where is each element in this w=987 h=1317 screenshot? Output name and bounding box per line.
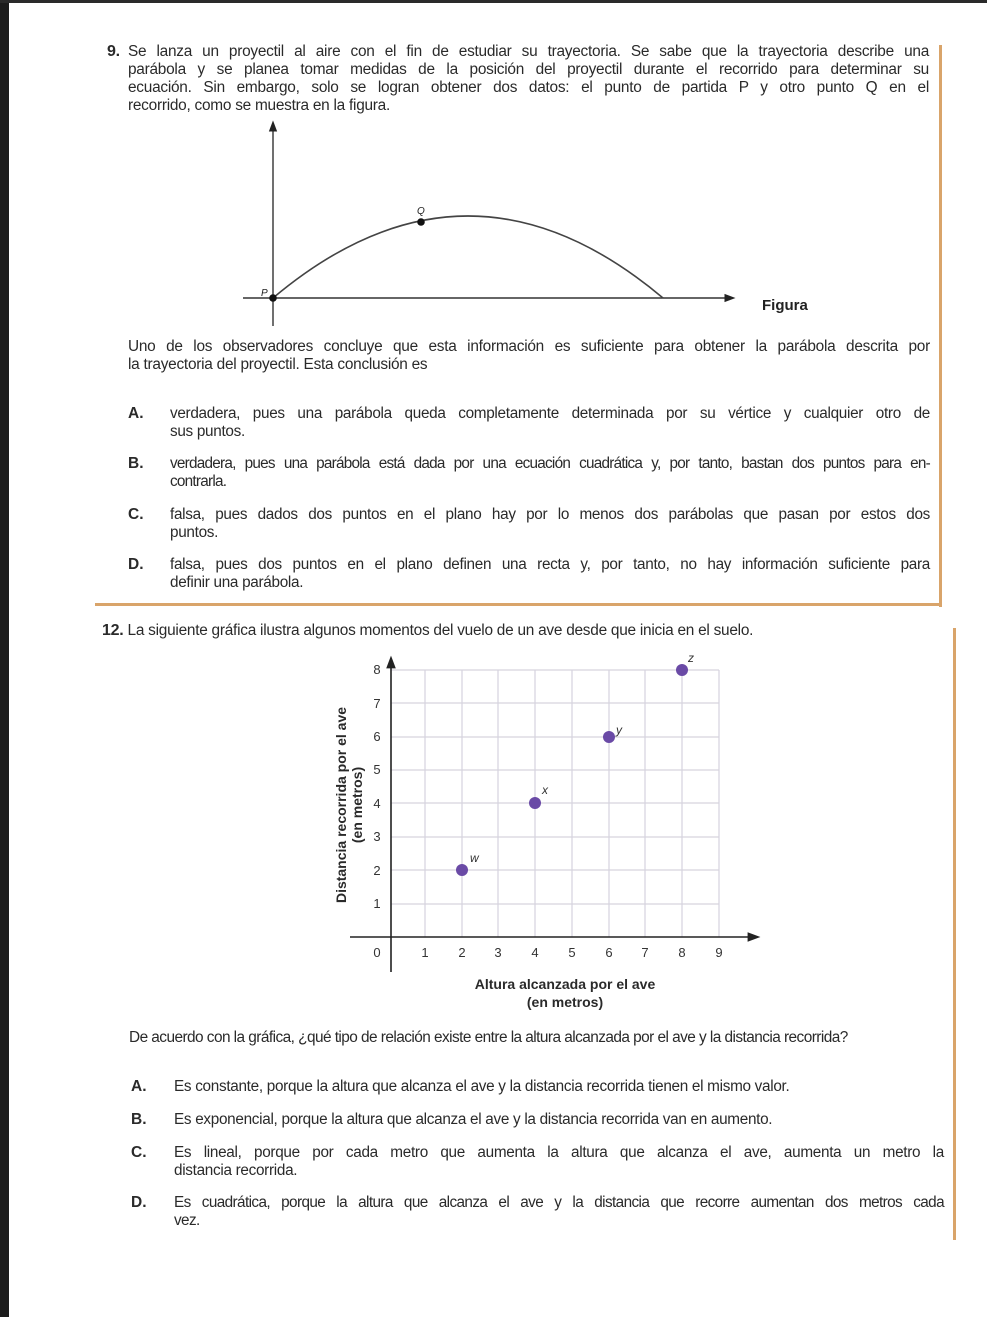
q9-label-q: Q <box>417 206 425 217</box>
q12-y-tick: 6 <box>373 729 381 744</box>
q12-y-tick: 3 <box>373 829 381 844</box>
q12-y-axis-title-units: (en metros) <box>349 766 365 844</box>
left-dark-edge <box>0 0 9 1317</box>
q12-y-tick: 4 <box>373 796 381 811</box>
q9-option-a-text <box>170 405 930 441</box>
q12-x-tick: 9 <box>715 945 723 960</box>
q9-option-d-line: definir una parábola. <box>170 574 304 591</box>
q12-label-w: w <box>470 851 479 865</box>
q12-prompt: De acuerdo con la gráfica, ¿qué tipo de relación existe entre la altura alcanzada por el ave y la distancia recorrida? <box>129 1029 848 1046</box>
q9-stem <box>107 43 929 115</box>
q12-x-tick: 7 <box>641 945 649 960</box>
q9-bottom-border <box>95 603 942 606</box>
q12-option-d-line: Es cuadrática, porque la altura que alcanza el ave y la distancia que recorre aumentan dos metros cada <box>174 1194 944 1211</box>
q9-label-p: P <box>261 288 268 299</box>
q12-stem <box>102 622 932 640</box>
q9-option-b-line: contrarla. <box>170 473 227 490</box>
q9-option-c-line: puntos. <box>170 524 219 541</box>
q9-figure-caption: Figura <box>762 297 808 314</box>
q12-point-z <box>676 664 688 676</box>
q12-x-tick: 3 <box>494 945 502 960</box>
q9-stem-line: Se lanza un proyectil al aire con el fin de estudiar su trayectoria. Se sabe que la trayectoria describe una <box>128 43 929 60</box>
q12-option-a-letter: A. <box>131 1078 147 1095</box>
q12-number: 12. <box>102 622 124 639</box>
q9-option-d-text <box>170 556 930 592</box>
q9-option-a-line: sus puntos. <box>170 423 245 440</box>
q12-x-tick: 6 <box>605 945 613 960</box>
q12-option-b-text <box>174 1111 944 1129</box>
q12-y-tick: 2 <box>373 863 381 878</box>
q9-prompt <box>128 338 930 374</box>
q12-x-tick: 2 <box>458 945 466 960</box>
q9-option-c-text <box>170 506 930 542</box>
q12-option-a-text <box>174 1078 944 1096</box>
q9-option-b-line: verdadera, pues una parábola está dada por una ecuación cuadrática y, por tanto, bastan dos puntos para en- <box>170 455 930 472</box>
q12-x-axis-title: Altura alcanzada por el ave <box>474 976 656 992</box>
q9-prompt-line: Uno de los observadores concluye que esta información es suficiente para obtener la parábola descrita por <box>128 338 930 355</box>
q9-option-d-letter: D. <box>128 556 144 573</box>
q12-x-tick: 8 <box>678 945 686 960</box>
q12-option-c-line: Es lineal, porque por cada metro que aumenta la altura que alcanza el ave, aumenta un metro la <box>174 1144 944 1161</box>
q12-point-y <box>603 731 615 743</box>
q9-point-q <box>417 218 425 226</box>
q12-option-d-line: vez. <box>174 1212 200 1229</box>
q12-option-d-letter: D. <box>131 1194 147 1211</box>
q9-stem-line: recorrido, como se muestra en la figura. <box>128 97 391 114</box>
q12-y-axis-title: Distancia recorrida por el ave <box>333 706 349 904</box>
q12-x-tick: 0 <box>373 945 381 960</box>
q9-figure <box>230 118 830 330</box>
q12-option-b-line: Es exponencial, porque la altura que alcanza el ave y la distancia recorrida van en aumento. <box>174 1111 773 1128</box>
q12-grid <box>391 670 719 937</box>
q12-x-tick: 1 <box>421 945 429 960</box>
q12-y-tick: 7 <box>373 696 381 711</box>
q9-option-d-line: falsa, pues dos puntos en el plano definen una recta y, por tanto, no hay información suficiente para <box>170 556 930 573</box>
q12-y-tick: 5 <box>373 762 381 777</box>
q12-label-x: x <box>542 783 548 797</box>
q12-y-tick: 1 <box>373 896 381 911</box>
q12-option-d-text <box>174 1194 944 1230</box>
q12-x-tick: 4 <box>531 945 539 960</box>
q12-chart <box>320 640 780 1020</box>
q12-x-axis-title-units: (en metros) <box>526 994 604 1010</box>
q9-point-p <box>269 294 277 302</box>
q12-option-c-letter: C. <box>131 1144 147 1161</box>
q9-prompt-line: la trayectoria del proyectil. Esta conclusión es <box>128 356 428 373</box>
q9-right-border <box>939 45 942 607</box>
q9-option-c-line: falsa, pues dados dos puntos en el plano hay por lo menos dos parábolas que pasan por estos dos <box>170 506 930 523</box>
q12-point-w <box>456 864 468 876</box>
q12-y-tick: 8 <box>373 662 381 677</box>
q12-stem-text: La siguiente gráfica ilustra algunos momentos del vuelo de un ave desde que inicia en el suelo. <box>127 622 754 639</box>
q12-option-b-letter: B. <box>131 1111 147 1128</box>
q9-option-b-text <box>170 455 930 491</box>
q12-option-c-line: distancia recorrida. <box>174 1162 298 1179</box>
q12-label-y: y <box>616 723 622 737</box>
q12-x-tick: 5 <box>568 945 576 960</box>
q9-option-a-letter: A. <box>128 405 144 422</box>
q9-option-c-letter: C. <box>128 506 144 523</box>
q9-stem-line: parábola y se planea tomar medidas de la posición del proyectil durante el recorrido para determinar su <box>128 61 929 78</box>
q9-number: 9. <box>107 43 120 60</box>
q9-stem-line: ecuación. Sin embargo, solo se logran obtener dos datos: el punto de partida P y otro punto Q en el <box>128 79 929 96</box>
q9-option-a-line: verdadera, pues una parábola queda completamente determinada por su vértice y cualquier otro de <box>170 405 930 422</box>
top-dark-edge <box>0 0 987 3</box>
q12-option-c-text <box>174 1144 944 1180</box>
q12-option-a-line: Es constante, porque la altura que alcanza el ave y la distancia recorrida tienen el mismo valor. <box>174 1078 790 1095</box>
q9-parabola <box>273 216 663 298</box>
q12-right-border <box>953 628 956 1240</box>
q9-option-b-letter: B. <box>128 455 144 472</box>
q12-point-x <box>529 797 541 809</box>
q12-label-z: z <box>688 651 694 665</box>
